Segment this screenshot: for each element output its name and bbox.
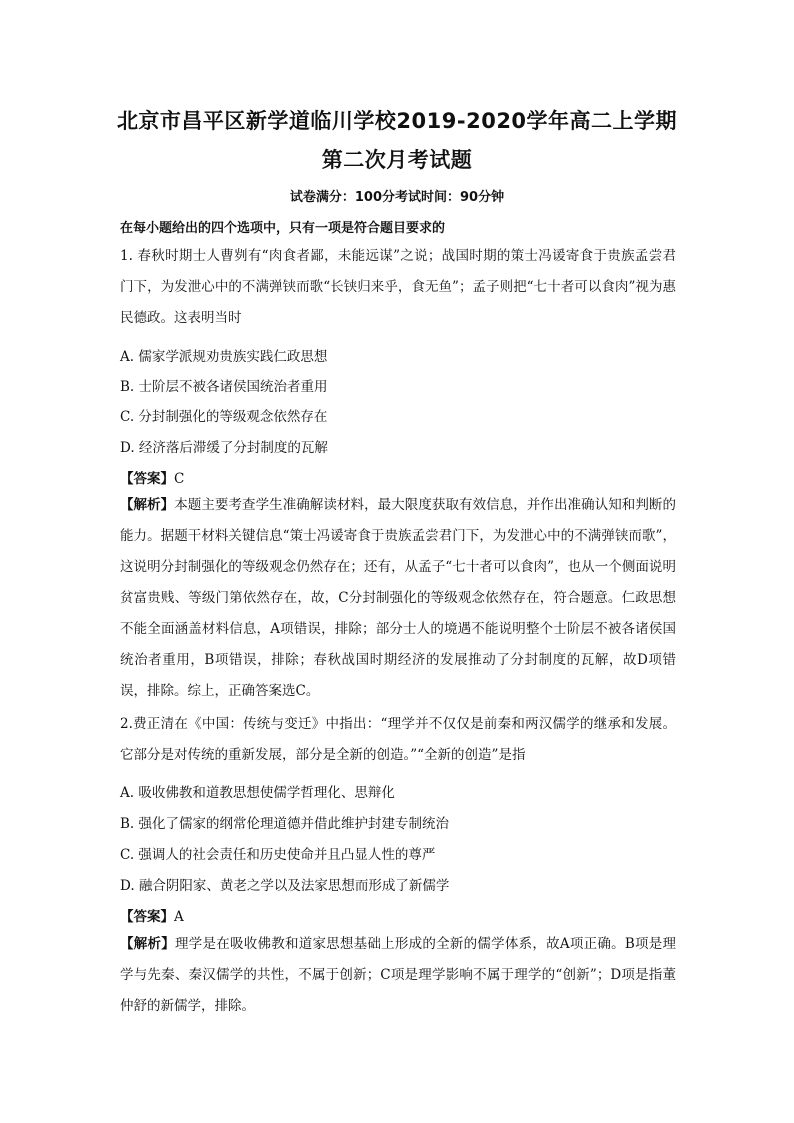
question-2-option-a: A. 吸收佛教和道教思想使儒学哲理化、思辩化 <box>120 785 395 801</box>
question-2-stem: 2.费正清在《中国：传统与变迁》中指出：“理学并不仅仅是前秦和两汉儒学的继承和发展。它部分是对传统的重新发展，部分是全新的创造。”“全新的创造”是指 <box>120 716 676 763</box>
question-1-option-d: D. 经济落后滞缓了分封制度的瓦解 <box>120 440 328 456</box>
question-2-option-d: D. 融合阴阳家、黄老之学以及法家思想而形成了新儒学 <box>120 878 450 894</box>
title-line-1: 北京市昌平区新学道临川学校2019-2020学年高二上学期 <box>116 109 678 133</box>
question-2-analysis <box>120 929 676 1022</box>
analysis-text: 本题主要考查学生准确解读材料，最大限度获取有效信息，并作出准确认知和判断的能力。据题干材料关键信息“策士冯谖寄食于贵族孟尝君门下，为发泄心中的不满弹铗而歌”，这说明分封制强化的等级观念仍然存在；还有，从孟子“七十者可以食肉”，也从一个侧面说明贫富贵贱、等级门第依然存在，故，C分封制强化的等级观念依然存在，符合题意。仁政思想不能全面涵盖材料信息，A项错误，排除；部分士人的境遇不能说明整个士阶层不被各诸侯国统治者重用，B项错误，排除；春秋战国时期经济的发展推动了分封制度的瓦解，故D项错误，排除。综上，正确答案选C。 <box>120 497 676 699</box>
title-line-2: 第二次月考试题 <box>321 148 473 172</box>
question-1-option-a: A. 儒家学派规劝贵族实践仁政思想 <box>120 349 328 365</box>
question-1-stem: 1. 春秋时期士人曹刿有“肉食者鄙，未能远谋”之说；战国时期的策士冯谖寄食于贵族孟尝君门下，为发泄心中的不满弹铗而歌“长铗归来乎，食无鱼”；孟子则把“七十者可以食肉”视为惠民德政。这表明当时 <box>120 248 676 326</box>
analysis-text: 理学是在吸收佛教和道家思想基础上形成的全新的儒学体系，故A项正确。B项是理学与先秦、秦汉儒学的共性，不属于创新；C项是理学影响不属于理学的“创新”；D项是指董仲舒的新儒学，排除。 <box>120 936 676 1014</box>
question-1-option-c: C. 分封制强化的等级观念依然存在 <box>120 409 328 425</box>
analysis-label: 【解析】 <box>120 497 175 513</box>
answer-value: A <box>174 909 184 925</box>
question-1-analysis <box>120 490 676 707</box>
question-2-option-b: B. 强化了儒家的纲常伦理道德并借此维护封建专制统治 <box>120 816 450 832</box>
question-1-answer <box>120 467 184 487</box>
analysis-label: 【解析】 <box>120 936 175 952</box>
question-1-option-b: B. 士阶层不被各诸侯国统治者重用 <box>120 379 328 395</box>
exam-info: 试卷满分：100分考试时间：90分钟 <box>289 190 505 205</box>
question-2-answer <box>120 905 184 925</box>
answer-label: 【答案】 <box>120 471 174 487</box>
answer-value: C <box>174 471 185 487</box>
instruction: 在每小题给出的四个选项中，只有一项是符合题目要求的 <box>120 221 446 236</box>
answer-label: 【答案】 <box>120 909 174 925</box>
question-2-option-c: C. 强调人的社会责任和历史使命并且凸显人性的尊严 <box>120 847 436 863</box>
